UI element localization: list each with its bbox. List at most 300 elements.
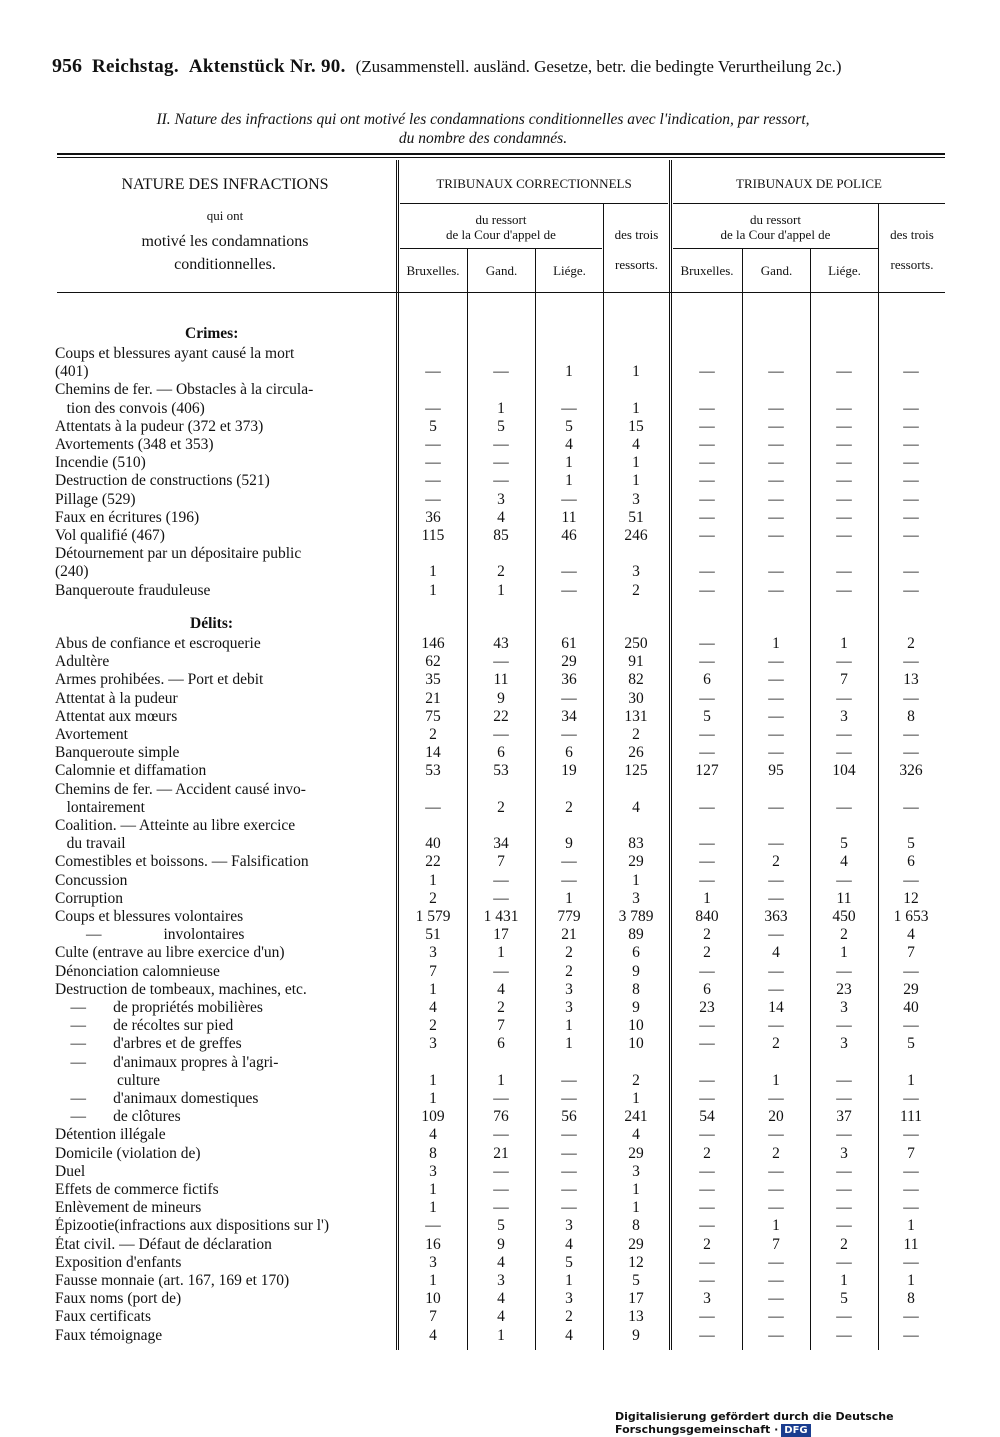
row-value: 14	[425, 744, 441, 762]
row-value: —	[493, 1090, 509, 1107]
row-value: —	[768, 671, 784, 689]
rule-tp-under	[673, 203, 945, 204]
row-value: —	[699, 472, 715, 490]
row-value: 2	[429, 726, 437, 743]
table-row	[55, 781, 945, 799]
row-value: 1	[632, 1181, 640, 1198]
row-label: Faux noms (port de)	[55, 1290, 182, 1308]
row-value: 22	[493, 707, 509, 725]
row-value: 326	[899, 762, 923, 780]
page-number: 956	[52, 55, 82, 77]
row-value: 3	[429, 1253, 437, 1271]
table-row	[55, 853, 945, 871]
row-value: —	[768, 1272, 784, 1289]
row-value: —	[768, 726, 784, 743]
tribunaux-de-police: TRIBUNAUX DE POLICE	[736, 176, 882, 191]
row-value: 6	[565, 744, 573, 762]
row-label: Faux en écritures (196)	[55, 508, 200, 526]
row-label: Coups et blessures ayant causé la mort	[55, 345, 295, 362]
row-value: —	[493, 454, 509, 472]
row-value: —	[903, 490, 919, 508]
row-value: 1	[632, 363, 640, 381]
row-value: 1	[907, 1272, 915, 1289]
table-row	[55, 872, 945, 890]
row-value: 146	[421, 635, 445, 652]
row-value: 2	[703, 1235, 711, 1253]
row-value: —	[768, 889, 784, 907]
row-value: —	[836, 1126, 852, 1144]
row-value: 2	[772, 853, 780, 871]
row-value: 4	[429, 999, 437, 1016]
row-value: 3	[429, 1162, 437, 1180]
row-value: —	[561, 1199, 577, 1217]
row-value: 2	[840, 1235, 848, 1253]
row-value: —	[903, 508, 919, 526]
table-row	[55, 762, 945, 780]
row-value: 4	[632, 1126, 640, 1144]
row-value: —	[699, 1035, 715, 1053]
row-label: Fausse monnaie (art. 167, 169 et 170)	[55, 1272, 290, 1289]
row-value: 246	[624, 527, 648, 544]
row-value: 10	[425, 1290, 441, 1308]
row-value: —	[836, 508, 852, 526]
row-value: 131	[624, 707, 648, 725]
tp-du-ressort: du ressort	[750, 212, 801, 227]
row-value: —	[561, 689, 577, 707]
row-value: —	[561, 563, 577, 581]
row-label: Destruction de constructions (521)	[55, 472, 270, 490]
row-value: 5	[907, 1035, 915, 1053]
tc-ressorts: ressorts.	[615, 257, 658, 272]
row-value: —	[699, 581, 715, 599]
row-value: 4	[565, 1235, 573, 1253]
row-value: 2	[497, 798, 505, 816]
row-value: 6	[907, 853, 915, 871]
row-value: 7	[429, 962, 437, 980]
row-label: tion des convois (406)	[55, 399, 205, 417]
nature-heading: NATURE DES INFRACTIONS	[121, 176, 329, 193]
row-value: —	[768, 653, 784, 671]
row-value: 4	[497, 1253, 505, 1271]
table-row	[55, 509, 945, 527]
row-label: — d'animaux domestiques	[55, 1090, 259, 1107]
row-value: —	[836, 454, 852, 472]
row-value: 1	[565, 889, 573, 907]
row-value: 29	[628, 1235, 644, 1253]
row-value: —	[699, 744, 715, 762]
table-row	[55, 1090, 945, 1108]
row-value: 2	[632, 581, 640, 599]
table-row	[55, 1145, 945, 1163]
row-value: —	[836, 744, 852, 762]
running-header	[52, 55, 914, 78]
row-label: Duel	[55, 1162, 86, 1180]
table-row	[55, 890, 945, 908]
row-label: Banqueroute frauduleuse	[55, 581, 211, 599]
row-value: 85	[493, 527, 509, 544]
row-value: —	[768, 508, 784, 526]
row-value: 111	[899, 1108, 923, 1126]
row-value: —	[836, 871, 852, 889]
row-label: Destruction de tombeaux, machines, etc.	[55, 980, 307, 998]
row-value: 1	[632, 454, 640, 472]
row-value: 6	[703, 671, 711, 689]
row-value: 8	[429, 1144, 437, 1162]
row-value: 9	[497, 1235, 505, 1253]
row-value: 1 431	[483, 908, 519, 925]
dfg-logo: DFG	[781, 1424, 810, 1437]
row-value: 1	[565, 454, 573, 472]
row-value: —	[836, 1162, 852, 1180]
row-value: 26	[628, 744, 644, 762]
row-value: 3	[840, 1035, 848, 1053]
tc-du-ressort: du ressort	[475, 212, 527, 227]
row-value: —	[768, 581, 784, 599]
row-value: 127	[695, 762, 719, 780]
row-value: —	[903, 472, 919, 490]
row-value: 6	[497, 744, 505, 762]
row-value: —	[768, 835, 784, 853]
row-value: 1	[429, 1272, 437, 1289]
row-value: 11	[903, 1235, 919, 1253]
row-value: —	[768, 399, 784, 417]
row-value: 2	[840, 926, 848, 944]
row-value: 20	[768, 1108, 784, 1126]
table-row	[55, 527, 945, 545]
row-value: —	[836, 527, 852, 544]
row-value: 14	[768, 999, 784, 1016]
top-double-rule-a	[57, 153, 945, 155]
row-value: —	[768, 1308, 784, 1326]
row-value: 22	[425, 853, 441, 871]
row-value: —	[768, 1126, 784, 1144]
tc-cour-appel: de la Cour d'appel de	[446, 227, 556, 242]
row-label: Abus de confiance et escroquerie	[55, 635, 261, 652]
table-row	[55, 690, 945, 708]
row-label: Banqueroute simple	[55, 744, 180, 762]
row-value: 1 653	[893, 908, 929, 925]
row-value: —	[768, 527, 784, 544]
row-value: —	[903, 527, 919, 544]
row-value: 7	[429, 1308, 437, 1326]
table-row	[55, 1199, 945, 1217]
row-value: —	[903, 744, 919, 762]
row-value: —	[699, 871, 715, 889]
row-value: —	[699, 1253, 715, 1271]
footer-credit	[615, 1410, 1000, 1437]
row-value: —	[561, 399, 577, 417]
row-value: —	[699, 417, 715, 435]
table-row	[55, 1327, 945, 1345]
row-value: 15	[628, 417, 644, 435]
row-value: —	[699, 1181, 715, 1198]
row-value: —	[768, 454, 784, 472]
row-value: —	[903, 563, 919, 581]
row-value: —	[836, 1071, 852, 1089]
row-value: 4	[772, 944, 780, 962]
table-row	[55, 671, 945, 689]
row-value: 1	[497, 1071, 505, 1089]
row-value: 17	[493, 926, 509, 944]
row-value: 1	[429, 980, 437, 998]
row-value: 29	[628, 853, 644, 871]
row-label: — de récoltes sur pied	[55, 1017, 234, 1035]
table-row	[55, 1290, 945, 1308]
row-value: 109	[421, 1108, 445, 1126]
row-value: 3 789	[618, 908, 654, 925]
rule-tc-ressort-under	[400, 248, 602, 249]
row-value: 2	[772, 1144, 780, 1162]
tribunaux-correctionnels: TRIBUNAUX CORRECTIONNELS	[436, 176, 632, 191]
row-value: 1	[429, 1090, 437, 1107]
row-value: 4	[497, 508, 505, 526]
row-value: 82	[628, 671, 644, 689]
row-value: 2	[632, 726, 640, 743]
row-value: 10	[628, 1035, 644, 1053]
row-value: —	[903, 1126, 919, 1144]
row-label: — involontaires	[55, 926, 245, 944]
row-value: —	[768, 472, 784, 490]
row-value: 4	[497, 980, 505, 998]
row-label: Calomnie et diffamation	[55, 762, 207, 780]
row-value: 1	[632, 871, 640, 889]
row-value: —	[768, 1326, 784, 1344]
row-value: 29	[628, 1144, 644, 1162]
table-row	[55, 1126, 945, 1144]
row-value: —	[836, 363, 852, 381]
row-value: 2	[907, 635, 915, 652]
row-value: —	[768, 871, 784, 889]
row-value: 34	[493, 835, 509, 853]
row-value: —	[768, 980, 784, 998]
row-value: —	[836, 689, 852, 707]
row-value: —	[699, 527, 715, 544]
row-value: —	[768, 962, 784, 980]
row-value: —	[836, 1308, 852, 1326]
row-value: 3	[565, 980, 573, 998]
row-value: —	[903, 1199, 919, 1217]
row-value: 1	[497, 1326, 505, 1344]
row-label: Avortement	[55, 726, 128, 743]
table-row	[55, 472, 945, 490]
tp-cour-appel: de la Cour d'appel de	[720, 227, 831, 242]
row-value: 5	[497, 1217, 505, 1235]
row-label: Chemins de fer. — Obstacles à la circula-	[55, 381, 314, 399]
tp-des-trois: des trois	[890, 227, 934, 242]
row-value: —	[836, 472, 852, 490]
row-value: —	[903, 436, 919, 453]
row-label: — de clôtures	[55, 1108, 181, 1126]
row-label: État civil. — Défaut de déclaration	[55, 1235, 272, 1253]
row-value: —	[699, 454, 715, 472]
table-row	[55, 1217, 945, 1235]
header-subject: (Zusammenstell. ausländ. Gesetze, betr. die bedingte Verurtheilung 2c.)	[355, 57, 842, 76]
row-value: 1	[565, 1272, 573, 1289]
row-value: 61	[561, 635, 577, 652]
row-value: 89	[628, 926, 644, 944]
row-value: 4	[497, 1308, 505, 1326]
row-value: 9	[497, 689, 505, 707]
tc-bruxelles: Bruxelles.	[406, 263, 460, 278]
row-value: —	[493, 726, 509, 743]
row-value: —	[903, 1253, 919, 1271]
row-value: —	[836, 436, 852, 453]
row-value: 7	[840, 671, 848, 689]
row-value: 9	[632, 962, 640, 980]
row-value: 35	[425, 671, 441, 689]
row-value: 5	[497, 417, 505, 435]
row-value: —	[561, 853, 577, 871]
row-value: 4	[840, 853, 848, 871]
row-value: 1	[565, 1035, 573, 1053]
table-title-line-2: du nombre des condamnés.	[398, 130, 568, 147]
row-value: 4	[632, 436, 640, 453]
table-row	[55, 345, 945, 363]
row-value: —	[768, 1253, 784, 1271]
row-value: 1	[840, 1272, 848, 1289]
row-value: —	[699, 726, 715, 743]
row-value: 43	[493, 635, 509, 652]
row-value: 3	[565, 999, 573, 1016]
row-value: —	[903, 417, 919, 435]
row-value: 5	[840, 835, 848, 853]
row-value: 91	[628, 653, 644, 671]
row-value: —	[493, 436, 509, 453]
row-label: Effets de commerce fictifs	[55, 1181, 219, 1198]
row-label: Épizootie(infractions aux dispositions sur l')	[55, 1217, 329, 1235]
table-row	[55, 545, 945, 563]
top-double-rule-b	[57, 157, 945, 158]
table-title-line-1: II. Nature des infractions qui ont motivé les condamnations conditionnelles avec l'indication, par ressort,	[156, 111, 810, 128]
row-value: —	[699, 1017, 715, 1035]
row-value: 9	[632, 999, 640, 1016]
row-value: 2	[703, 944, 711, 962]
row-value: —	[768, 1017, 784, 1035]
row-value: —	[493, 1126, 509, 1144]
row-value: —	[768, 1199, 784, 1217]
table-row	[55, 1272, 945, 1290]
row-value: —	[699, 1199, 715, 1217]
row-value: 10	[628, 1017, 644, 1035]
row-value: —	[699, 1308, 715, 1326]
header-reichstag: Reichstag.	[92, 56, 179, 77]
row-value: 19	[561, 762, 577, 780]
row-value: —	[561, 1071, 577, 1089]
row-value: 29	[561, 653, 577, 671]
table-row	[55, 944, 945, 962]
row-value: —	[561, 726, 577, 743]
row-value: 3	[840, 999, 848, 1016]
row-value: —	[903, 1181, 919, 1198]
table-row	[55, 1181, 945, 1199]
row-value: 7	[907, 944, 915, 962]
row-value: —	[699, 363, 715, 381]
row-value: 840	[695, 908, 719, 925]
row-value: —	[903, 399, 919, 417]
row-value: 3	[840, 707, 848, 725]
row-value: —	[903, 1308, 919, 1326]
row-label: — d'animaux propres à l'agri-	[55, 1053, 279, 1071]
row-value: 2	[429, 889, 437, 907]
row-label: Faux témoignage	[55, 1326, 163, 1344]
row-value: 1	[772, 635, 780, 652]
row-value: 1	[497, 399, 505, 417]
row-value: —	[493, 889, 509, 907]
tc-des-trois: des trois	[614, 227, 659, 242]
row-value: —	[699, 798, 715, 816]
rule-tp-ressort-under	[673, 248, 878, 249]
row-value: 3	[497, 490, 505, 508]
row-value: —	[699, 1162, 715, 1180]
row-value: 16	[425, 1235, 441, 1253]
row-value: 1	[429, 1181, 437, 1198]
row-value: 4	[565, 1326, 573, 1344]
row-value: 1	[632, 1199, 640, 1217]
table-row	[55, 1054, 945, 1072]
row-value: 23	[699, 999, 715, 1016]
row-value: 1	[632, 472, 640, 490]
row-value: 62	[425, 653, 441, 671]
row-value: 4	[429, 1126, 437, 1144]
row-label: Concussion	[55, 871, 128, 889]
row-value: —	[903, 454, 919, 472]
row-value: —	[903, 1162, 919, 1180]
row-value: 40	[903, 999, 919, 1016]
table-row	[55, 963, 945, 981]
row-value: 1	[772, 1071, 780, 1089]
footer-text: Digitalisierung gefördert durch die Deutsche Forschungsgemeinschaft ·	[615, 1410, 894, 1436]
row-value: —	[836, 1253, 852, 1271]
row-value: —	[493, 871, 509, 889]
table-row	[55, 582, 945, 600]
row-label: Culte (entrave au libre exercice d'un)	[55, 944, 285, 962]
row-value: —	[699, 1272, 715, 1289]
row-value: 1	[429, 1199, 437, 1217]
row-value: 13	[903, 671, 919, 689]
row-label: Domicile (violation de)	[55, 1144, 201, 1162]
table-row	[55, 491, 945, 509]
row-value: 4	[429, 1326, 437, 1344]
nature-motive: motivé les condamnations	[141, 233, 309, 250]
row-label: Comestibles et boissons. — Falsification	[55, 853, 309, 871]
row-value: 75	[425, 707, 441, 725]
row-label: Attentat à la pudeur	[55, 689, 178, 707]
table-row	[55, 653, 945, 671]
row-value: —	[836, 1090, 852, 1107]
tp-liege: Liége.	[828, 263, 861, 278]
table-row	[55, 635, 945, 653]
row-label: Corruption	[55, 889, 124, 907]
row-value: —	[699, 653, 715, 671]
row-value: —	[425, 472, 441, 490]
row-value: 1	[907, 1217, 915, 1235]
row-value: 2	[565, 962, 573, 980]
row-value: 9	[565, 835, 573, 853]
row-value: 1	[772, 1217, 780, 1235]
row-value: 17	[628, 1290, 644, 1308]
row-value: 53	[425, 762, 441, 780]
row-value: 3	[565, 1290, 573, 1308]
row-value: 21	[561, 926, 577, 944]
row-value: —	[903, 798, 919, 816]
row-value: —	[425, 798, 441, 816]
table-row	[55, 926, 945, 944]
row-value: 241	[624, 1108, 648, 1126]
row-value: 1	[632, 399, 640, 417]
row-label: (401)	[55, 363, 89, 381]
row-value: —	[768, 563, 784, 581]
row-value: 83	[628, 835, 644, 853]
